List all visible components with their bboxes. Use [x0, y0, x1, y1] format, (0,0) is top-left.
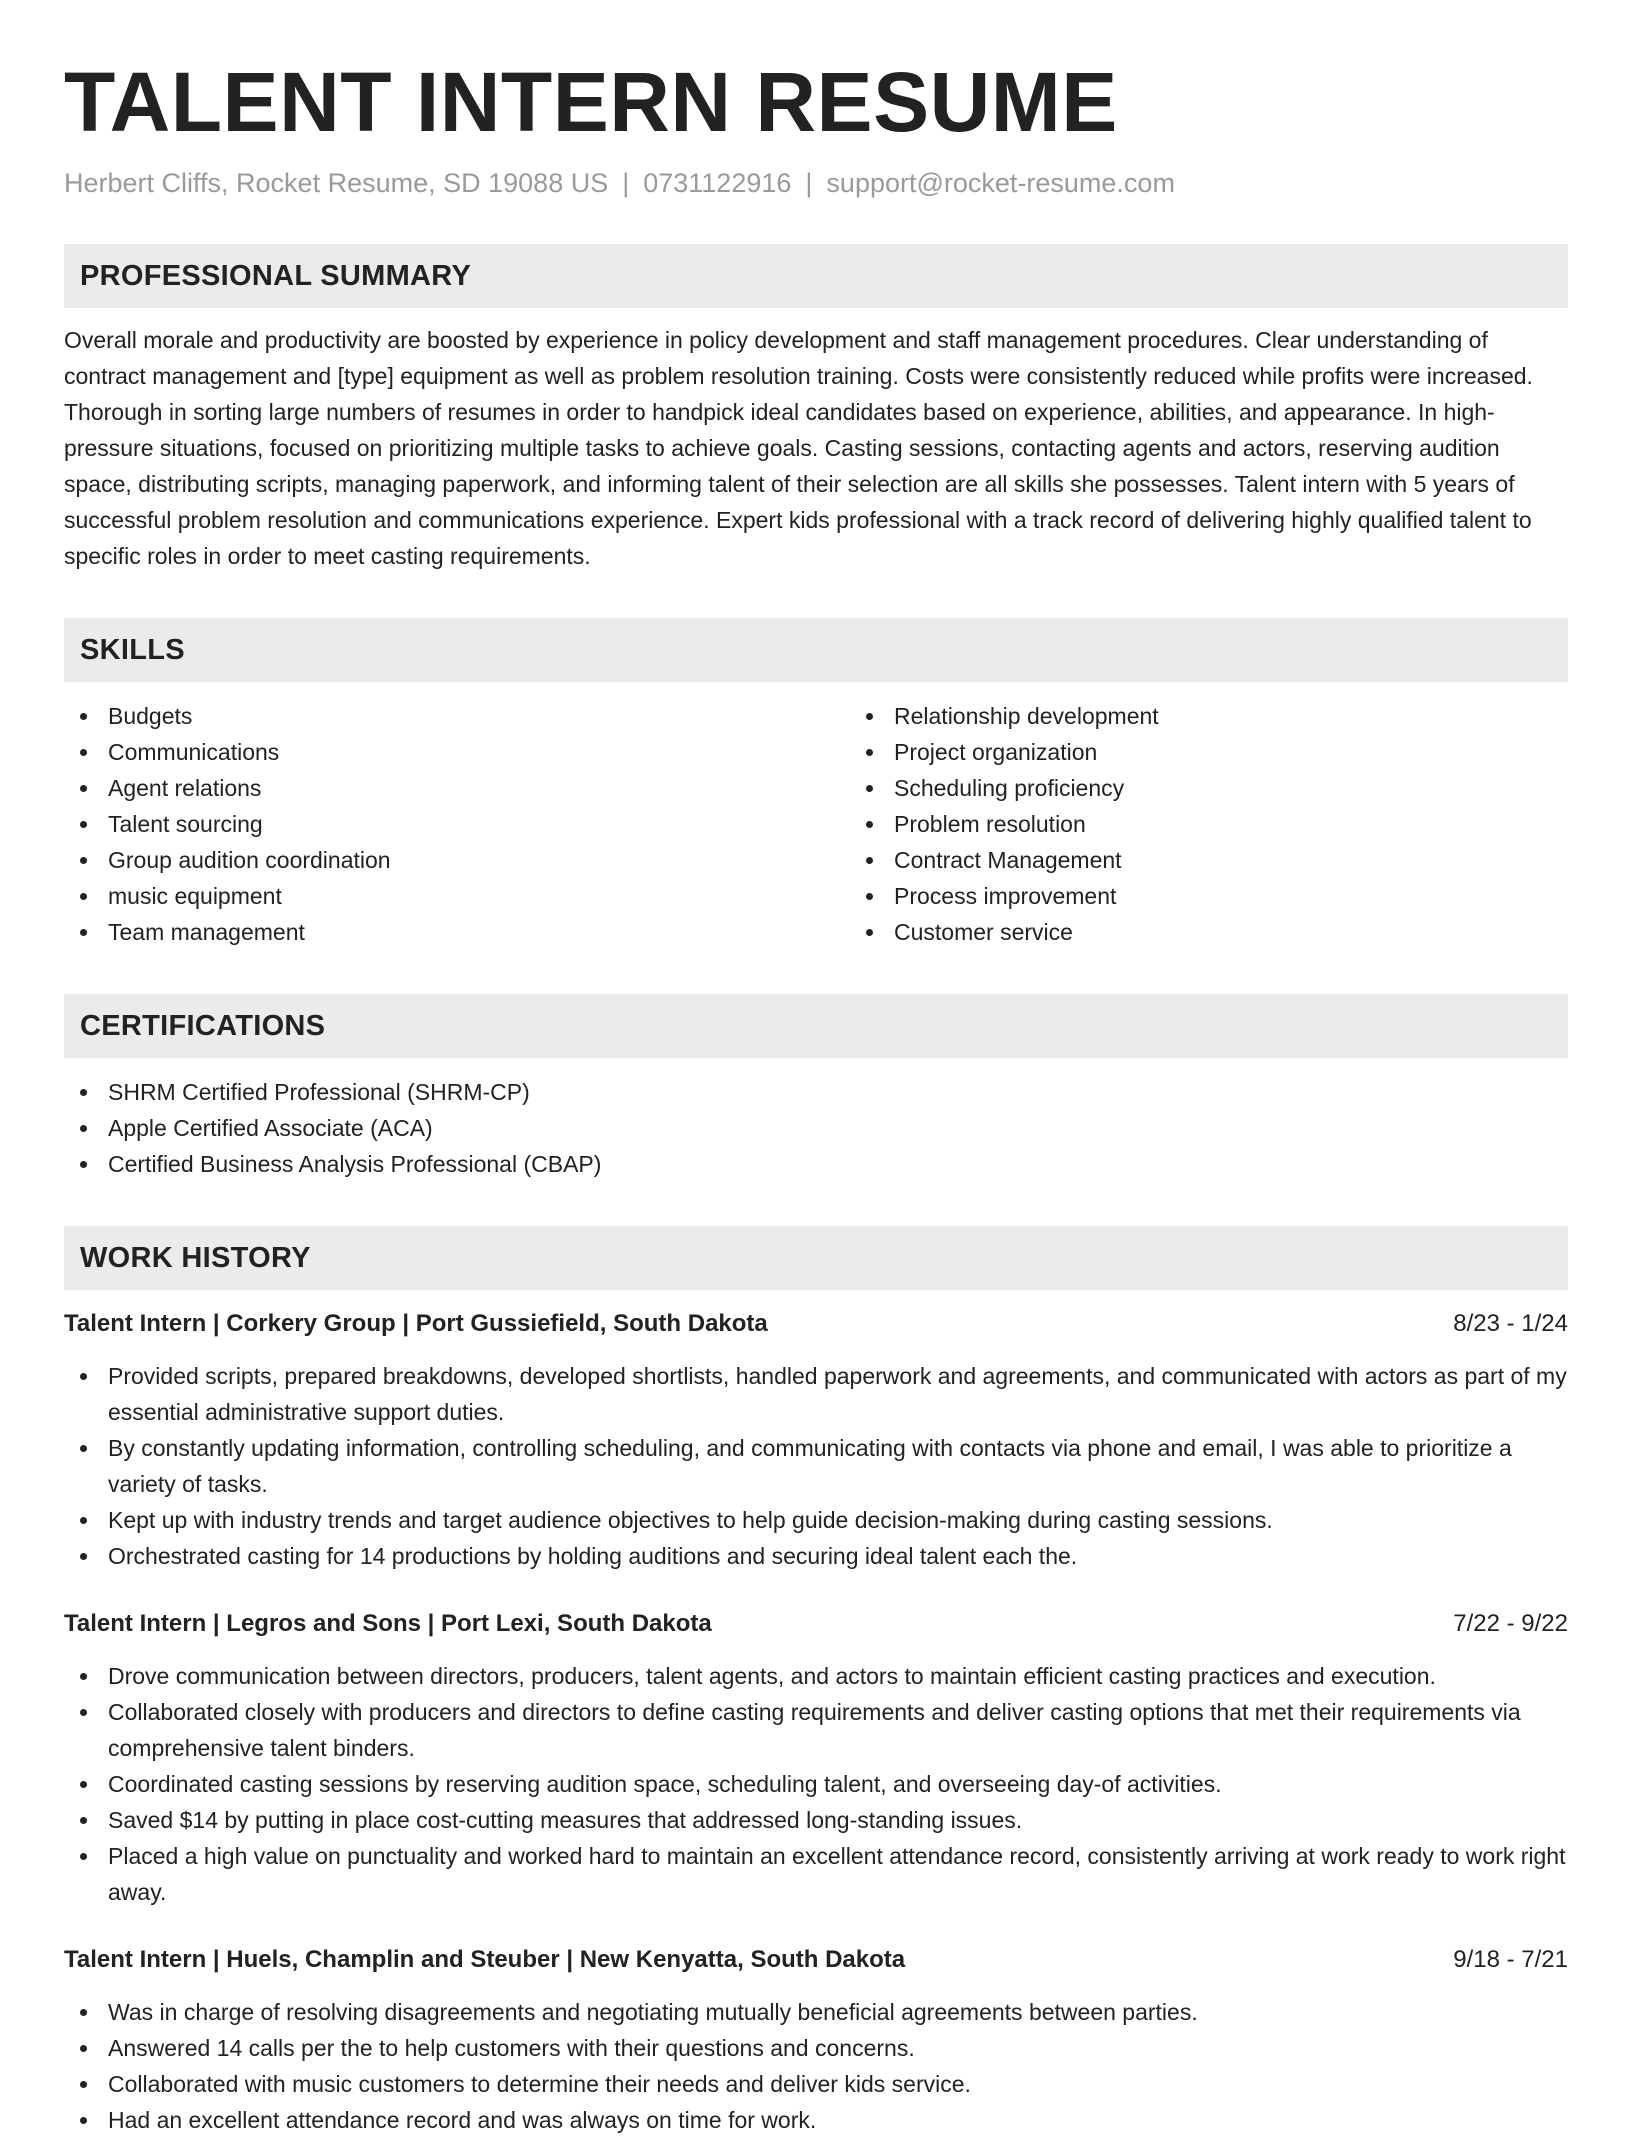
job-bullet: Kept up with industry trends and target audience objectives to help guide decision-making during casting sessions. [108, 1502, 1568, 1538]
skill-item: music equipment [108, 878, 850, 914]
contact-address: Herbert Cliffs, Rocket Resume, SD 19088 US [64, 168, 609, 198]
section-heading: WORK HISTORY [80, 1241, 311, 1274]
job-title: Talent Intern | Huels, Champlin and Steuber | New Kenyatta, South Dakota [64, 1946, 906, 1973]
skill-item: Budgets [108, 698, 850, 734]
contact-separator: | [805, 168, 813, 198]
job-entry [64, 1606, 1568, 1910]
skills-column-right [850, 698, 1632, 950]
job-entry [64, 1942, 1568, 2138]
job-dates: 7/22 - 9/22 [1453, 1610, 1568, 1637]
job-bullet-list [64, 1994, 1568, 2138]
skill-item: Relationship development [894, 698, 1632, 734]
job-dates: 9/18 - 7/21 [1453, 1946, 1568, 1973]
skill-item: Communications [108, 734, 850, 770]
resume-title: TALENT INTERN RESUME [64, 55, 1118, 149]
job-dates: 8/23 - 1/24 [1453, 1310, 1568, 1337]
contact-separator: | [622, 168, 630, 198]
job-bullet: Answered 14 calls per the to help customers with their questions and concerns. [108, 2030, 1568, 2066]
section-summary-header [64, 244, 1568, 308]
job-bullet: Saved $14 by putting in place cost-cutting measures that addressed long-standing issues. [108, 1802, 1568, 1838]
job-header [64, 1306, 1568, 1342]
certification-item: Apple Certified Associate (ACA) [108, 1110, 1568, 1146]
job-bullet: By constantly updating information, controlling scheduling, and communicating with contacts via phone and email, I was able to prioritize a variety of tasks. [108, 1430, 1568, 1502]
job-bullet: Had an excellent attendance record and was always on time for work. [108, 2102, 1568, 2138]
job-bullet: Collaborated with music customers to determine their needs and deliver kids service. [108, 2066, 1568, 2102]
section-heading: PROFESSIONAL SUMMARY [80, 259, 472, 292]
contact-email[interactable]: support@rocket-resume.com [826, 168, 1175, 198]
section-certifications-header [64, 994, 1568, 1058]
job-bullet: Orchestrated casting for 14 productions by holding auditions and securing ideal talent each the. [108, 1538, 1568, 1574]
job-bullet: Placed a high value on punctuality and worked hard to maintain an excellent attendance record, consistently arriving at work ready to work right away. [108, 1838, 1568, 1910]
job-bullet: Drove communication between directors, producers, talent agents, and actors to maintain efficient casting practices and execution. [108, 1658, 1568, 1694]
job-title: Talent Intern | Corkery Group | Port Gussiefield, South Dakota [64, 1310, 768, 1337]
skill-item: Process improvement [894, 878, 1632, 914]
skills-column-left [64, 698, 850, 950]
skill-item: Customer service [894, 914, 1632, 950]
certification-item: SHRM Certified Professional (SHRM-CP) [108, 1074, 1568, 1110]
summary-text: Overall morale and productivity are boosted by experience in policy development and staff management procedures. Clear understanding of contract management and [type] equipment as well as problem resolution training. Costs were consistently reduced while profits were increased. Thorough in sorting large numbers of resumes in order to handpick ideal candidates based on experience, abilities, and appearance. In high-pressure situations, focused on prioritizing multiple tasks to achieve goals. Casting sessions, contacting agents and actors, reserving audition space, distributing scripts, managing paperwork, and informing talent of their selection are all skills she possesses. Talent intern with 5 years of successful problem resolution and communications experience. Expert kids professional with a track record of delivering highly qualified talent to specific roles in order to meet casting requirements. [64, 327, 1533, 569]
section-work-header [64, 1226, 1568, 1290]
certification-item: Certified Business Analysis Professional (CBAP) [108, 1146, 1568, 1182]
skills-list [64, 698, 1568, 950]
contact-line [64, 166, 1568, 200]
section-heading: CERTIFICATIONS [80, 1009, 326, 1042]
job-title: Talent Intern | Legros and Sons | Port Lexi, South Dakota [64, 1610, 712, 1637]
job-header [64, 1942, 1568, 1978]
contact-phone: 0731122916 [643, 168, 792, 198]
skill-item: Problem resolution [894, 806, 1632, 842]
job-bullet: Was in charge of resolving disagreements and negotiating mutually beneficial agreements between parties. [108, 1994, 1568, 2030]
job-header [64, 1606, 1568, 1642]
skill-item: Scheduling proficiency [894, 770, 1632, 806]
skill-item: Project organization [894, 734, 1632, 770]
job-bullet: Collaborated closely with producers and directors to define casting requirements and deliver casting options that met their requirements via comprehensive talent binders. [108, 1694, 1568, 1766]
job-bullet-list [64, 1358, 1568, 1574]
job-entry [64, 1306, 1568, 1574]
certifications-list [64, 1074, 1568, 1182]
skill-item: Agent relations [108, 770, 850, 806]
skill-item: Talent sourcing [108, 806, 850, 842]
section-skills-header [64, 618, 1568, 682]
job-bullet: Provided scripts, prepared breakdowns, developed shortlists, handled paperwork and agreements, and communicated with actors as part of my essential administrative support duties. [108, 1358, 1568, 1430]
job-bullet: Coordinated casting sessions by reserving audition space, scheduling talent, and overseeing day-of activities. [108, 1766, 1568, 1802]
skill-item: Team management [108, 914, 850, 950]
resume-page [64, 0, 1568, 2138]
skill-item: Group audition coordination [108, 842, 850, 878]
skill-item: Contract Management [894, 842, 1632, 878]
section-heading: SKILLS [80, 633, 185, 666]
job-bullet-list [64, 1658, 1568, 1910]
